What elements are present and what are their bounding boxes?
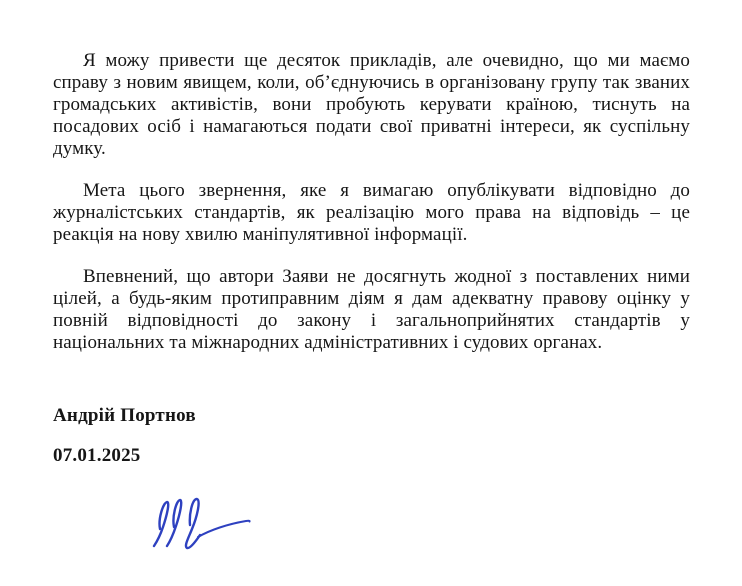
body-paragraph-1: Я можу привести ще десяток прикладів, але очевидно, що ми маємо справу з новим явищем, коли, об’єднуючись в організовану групу так званих громадських активістів, вони пробують керувати країною, тиснуть на посадових осіб і намагаються подати свої приватні інтереси, як суспільну думку.: [53, 50, 690, 159]
signature-strokes: [154, 499, 250, 548]
letter-body: [53, 50, 690, 374]
signer-name: Андрій Портнов: [53, 405, 196, 426]
body-paragraph-2: Мета цього звернення, яке я вимагаю опублікувати відповідно до журналістських стандартів, як реалізацію мого права на відповідь – це реакція на нову хвилю маніпулятивної інформації.: [53, 180, 690, 245]
body-paragraph-3: Впевнений, що автори Заяви не досягнуть жодної з поставлених ними цілей, а будь-яким протиправним діям я дам адекватну правову оцінку у повній відповідності до закону і загальноприйнятих стандартів у національних та міжнародних адміністративних і судових органах.: [53, 266, 690, 353]
handwritten-signature-icon: [146, 491, 256, 551]
document-date: 07.01.2025: [53, 445, 141, 466]
